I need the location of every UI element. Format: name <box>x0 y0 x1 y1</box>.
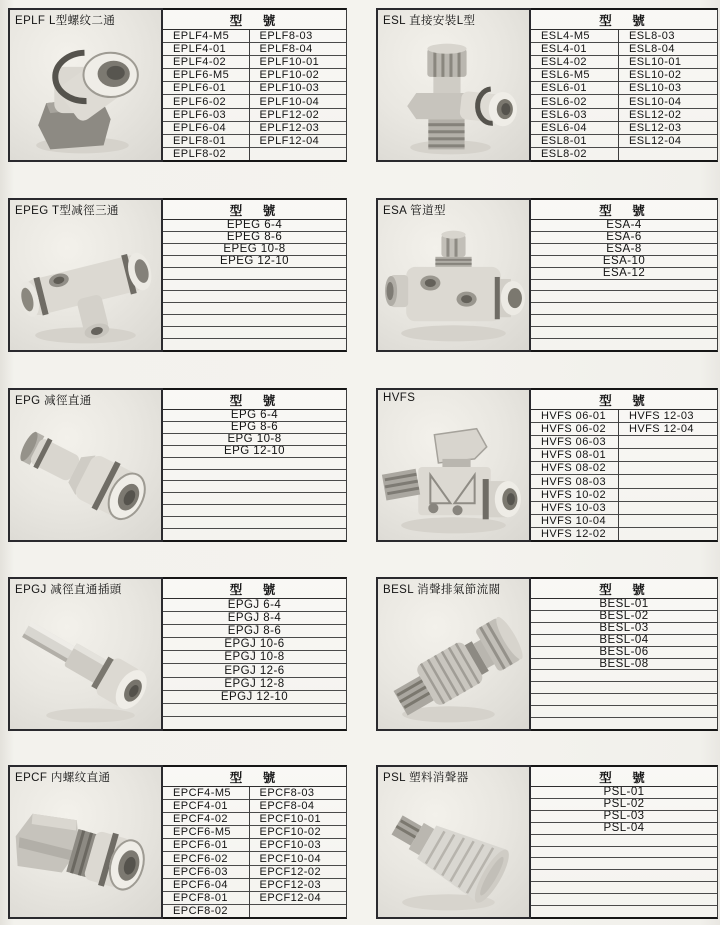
model-row: EPGJ 12-6 <box>163 664 346 677</box>
model-row: EPCF6-02 <box>163 852 249 865</box>
model-row <box>163 268 346 280</box>
model-row: EPG 8-6 <box>163 422 346 434</box>
model-no-header: 型 號 <box>531 579 717 599</box>
model-no-header: 型 號 <box>531 767 717 787</box>
model-row: BESL-02 <box>531 611 717 623</box>
model-table <box>531 765 718 919</box>
model-row: HVFS 08-03 <box>531 475 618 488</box>
model-row <box>163 704 346 717</box>
model-row <box>163 717 346 729</box>
model-row: EPLF10-03 <box>250 82 346 95</box>
model-row <box>619 449 717 462</box>
model-row: EPLF8-02 <box>173 147 227 160</box>
model-row: EPLF4-M5 <box>163 30 249 43</box>
model-table <box>163 8 347 162</box>
product-photo-box <box>376 577 531 731</box>
model-column-left <box>531 30 618 160</box>
model-row: BESL-04 <box>531 635 717 647</box>
model-row: PSL-01 <box>531 787 717 799</box>
model-column-left <box>163 30 249 160</box>
model-row: EPCF8-04 <box>250 800 346 813</box>
model-row: ESL6-01 <box>531 82 618 95</box>
model-row: ESL4-01 <box>531 43 618 56</box>
model-row: ESA-6 <box>531 232 717 244</box>
model-row: ESA-8 <box>531 244 717 256</box>
model-row: EPEG 12-10 <box>163 256 346 268</box>
product-title: EPLF L型螺纹二通 <box>15 15 116 27</box>
model-table <box>531 577 718 731</box>
product-title: PSL 塑料消聲器 <box>383 772 469 784</box>
section-besl <box>376 577 718 731</box>
model-row <box>531 682 717 694</box>
model-row: EPCF4-M5 <box>163 787 249 800</box>
section-epg <box>8 388 347 542</box>
section-epeg <box>8 198 347 352</box>
model-row: EPCF4-02 <box>163 813 249 826</box>
model-table <box>531 388 718 542</box>
product-photo-box <box>376 8 531 162</box>
model-row: ESL6-M5 <box>531 69 618 82</box>
section-esa <box>376 198 718 352</box>
section-psl <box>376 765 718 919</box>
model-row: EPCF10-01 <box>250 813 346 826</box>
model-table <box>531 198 718 352</box>
model-row <box>531 870 717 882</box>
model-row: EPCF6-04 <box>163 879 249 892</box>
model-row: BESL-01 <box>531 599 717 611</box>
model-row: HVFS 12-03 <box>619 410 717 423</box>
model-row: PSL-02 <box>531 799 717 811</box>
model-row: EPGJ 8-6 <box>163 625 346 638</box>
model-row: ESA-4 <box>531 220 717 232</box>
eplf-elbow-fitting-illustration <box>10 24 161 160</box>
model-row <box>163 315 346 327</box>
model-row: EPEG 10-8 <box>163 244 346 256</box>
model-row <box>531 670 717 682</box>
model-row: EPGJ 10-8 <box>163 651 346 664</box>
besl-muffler-valve-illustration <box>378 593 529 729</box>
model-row: EPLF8-04 <box>250 43 346 56</box>
model-row <box>531 894 717 906</box>
model-row: EPCF4-01 <box>163 800 249 813</box>
model-row: ESL10-02 <box>619 69 717 82</box>
model-row: ESL10-01 <box>619 56 717 69</box>
model-row: PSL-04 <box>531 823 717 835</box>
model-row: ESL8-04 <box>619 43 717 56</box>
model-row <box>531 706 717 718</box>
model-row: ESL12-03 <box>619 122 717 135</box>
model-row: HVFS 10-04 <box>531 515 618 528</box>
model-row <box>531 315 717 327</box>
model-row <box>531 694 717 706</box>
model-row <box>163 291 346 303</box>
esl-speed-controller-illustration <box>378 24 529 160</box>
product-photo-box <box>376 388 531 542</box>
model-row: ESL12-02 <box>619 109 717 122</box>
model-row: EPCF10-02 <box>250 826 346 839</box>
model-row <box>163 303 346 315</box>
product-photo-box <box>376 198 531 352</box>
model-row <box>163 470 346 482</box>
model-no-header: 型 號 <box>163 200 346 220</box>
model-row: ESL6-02 <box>531 95 618 108</box>
product-title: ESL 直接安裝L型 <box>383 15 476 27</box>
model-row <box>619 528 717 540</box>
model-row: HVFS 10-02 <box>531 489 618 502</box>
model-row <box>531 280 717 292</box>
hvfs-hand-valve-illustration <box>378 404 529 540</box>
product-photo-box <box>8 388 163 542</box>
model-row <box>619 148 717 160</box>
model-row <box>250 905 346 917</box>
model-row <box>619 489 717 502</box>
model-row: EPLF6-M5 <box>163 69 249 82</box>
section-hvfs <box>376 388 718 542</box>
model-no-header: 型 號 <box>531 10 717 30</box>
epcf-female-union-illustration <box>10 781 161 917</box>
model-row: EPCF6-03 <box>163 866 249 879</box>
model-row: HVFS 08-02 <box>531 462 618 475</box>
model-column <box>163 410 346 540</box>
product-title: EPCF 内螺纹直通 <box>15 772 111 784</box>
product-title: HVFS <box>383 392 416 404</box>
model-column-left <box>163 787 249 917</box>
esa-inline-valve-illustration <box>378 214 529 350</box>
model-row: EPGJ 6-4 <box>163 599 346 612</box>
model-table <box>163 198 347 352</box>
model-row: BESL-06 <box>531 647 717 659</box>
model-row: EPCF12-04 <box>250 892 346 905</box>
model-row <box>531 882 717 894</box>
model-row: ESL10-03 <box>619 82 717 95</box>
model-row: EPLF12-02 <box>250 109 346 122</box>
model-row: EPLF4-02 <box>163 56 249 69</box>
model-row: ESL12-04 <box>619 135 717 148</box>
model-row <box>619 475 717 488</box>
model-column <box>531 220 717 350</box>
model-row <box>163 505 346 517</box>
model-column-right <box>618 410 717 540</box>
model-row <box>531 303 717 315</box>
model-row: HVFS 08-01 <box>531 449 618 462</box>
model-row: EPLF6-02 <box>163 95 249 108</box>
model-row <box>619 436 717 449</box>
section-epgj <box>8 577 347 731</box>
model-row: EPGJ 8-4 <box>163 612 346 625</box>
model-row: ESL8-02 <box>541 147 587 160</box>
model-table <box>163 577 347 731</box>
model-column-right <box>249 787 346 917</box>
product-title: EPEG T型减徑三通 <box>15 205 119 217</box>
model-row <box>163 529 346 540</box>
model-row <box>163 280 346 292</box>
model-row: EPG 12-10 <box>163 446 346 458</box>
model-row: EPLF6-03 <box>163 109 249 122</box>
model-row: EPLF8-01 <box>163 135 249 148</box>
model-row: EPLF12-04 <box>250 135 346 148</box>
model-row <box>163 493 346 505</box>
epeg-tee-fitting-illustration <box>10 214 161 350</box>
model-row: ESL10-04 <box>619 95 717 108</box>
product-photo-box <box>8 765 163 919</box>
model-row <box>619 502 717 515</box>
model-row <box>531 906 717 917</box>
epgj-plug-reducer-illustration <box>10 593 161 729</box>
model-row <box>531 339 717 350</box>
model-row: EPGJ 12-8 <box>163 678 346 691</box>
model-row: ESL8-03 <box>619 30 717 43</box>
model-row <box>531 291 717 303</box>
model-no-header: 型 號 <box>531 390 717 410</box>
model-column <box>531 787 717 917</box>
section-eplf <box>8 8 347 162</box>
model-row: EPLF6-01 <box>163 82 249 95</box>
model-table <box>531 8 718 162</box>
product-photo-box <box>8 577 163 731</box>
model-row: HVFS 06-02 <box>531 423 618 436</box>
model-row: EPG 6-4 <box>163 410 346 422</box>
model-row: EPCF8-01 <box>163 892 249 905</box>
model-row: PSL-03 <box>531 811 717 823</box>
section-epcf <box>8 765 347 919</box>
model-no-header: 型 號 <box>163 579 346 599</box>
model-row <box>531 835 717 847</box>
product-title: ESA 管道型 <box>383 205 446 217</box>
model-row: ESA-12 <box>531 268 717 280</box>
psl-plastic-muffler-illustration <box>378 781 529 917</box>
model-row <box>531 327 717 339</box>
model-row: EPGJ 12-10 <box>163 691 346 704</box>
model-row <box>531 847 717 859</box>
epg-reducer-union-illustration <box>10 404 161 540</box>
model-row: EPCF10-03 <box>250 839 346 852</box>
model-row: EPCF6-M5 <box>163 826 249 839</box>
model-row <box>163 327 346 339</box>
model-column <box>531 599 717 729</box>
model-row: ESL4-02 <box>531 56 618 69</box>
product-photo-box <box>8 198 163 352</box>
model-row: EPGJ 10-6 <box>163 638 346 651</box>
model-row: EPEG 8-6 <box>163 232 346 244</box>
model-row: HVFS 12-04 <box>619 423 717 436</box>
product-title: EPGJ 减徑直通插頭 <box>15 584 122 596</box>
model-row: EPCF12-03 <box>250 879 346 892</box>
model-row: HVFS 06-03 <box>531 436 618 449</box>
model-row <box>163 517 346 529</box>
model-row <box>250 148 346 160</box>
model-row: EPCF6-01 <box>163 839 249 852</box>
model-row <box>531 858 717 870</box>
model-row: HVFS 06-01 <box>531 410 618 423</box>
model-row: EPCF10-04 <box>250 852 346 865</box>
model-row <box>163 481 346 493</box>
product-title: EPG 减徑直通 <box>15 395 92 407</box>
model-column <box>163 220 346 350</box>
product-photo-box <box>8 8 163 162</box>
model-row: ESL6-03 <box>531 109 618 122</box>
model-row: ESL6-04 <box>531 122 618 135</box>
model-row: BESL-08 <box>531 659 717 671</box>
product-title: BESL 消聲排氣節流閥 <box>383 584 501 596</box>
model-row: ESA-10 <box>531 256 717 268</box>
model-row: EPLF12-03 <box>250 122 346 135</box>
model-row: EPCF8-03 <box>250 787 346 800</box>
model-row <box>163 458 346 470</box>
model-row: HVFS 12-02 <box>541 527 607 540</box>
model-no-header: 型 號 <box>163 390 346 410</box>
model-no-header: 型 號 <box>163 767 346 787</box>
model-column <box>163 599 346 729</box>
model-column-right <box>249 30 346 160</box>
model-row: ESL4-M5 <box>531 30 618 43</box>
model-table <box>163 388 347 542</box>
model-row: EPG 10-8 <box>163 434 346 446</box>
model-row: BESL-03 <box>531 623 717 635</box>
model-row: EPLF10-01 <box>250 56 346 69</box>
model-row <box>531 718 717 729</box>
model-row: HVFS 10-03 <box>531 502 618 515</box>
model-column-right <box>618 30 717 160</box>
model-row: EPLF4-01 <box>163 43 249 56</box>
model-row: ESL8-01 <box>531 135 618 148</box>
model-no-header: 型 號 <box>531 200 717 220</box>
model-row: EPEG 6-4 <box>163 220 346 232</box>
model-row: EPLF10-04 <box>250 95 346 108</box>
model-row: EPLF6-04 <box>163 122 249 135</box>
model-no-header: 型 號 <box>163 10 346 30</box>
model-row <box>619 462 717 475</box>
section-esl <box>376 8 718 162</box>
model-table <box>163 765 347 919</box>
model-row: EPCF12-02 <box>250 866 346 879</box>
model-row: EPCF8-02 <box>173 904 228 917</box>
model-column-left <box>531 410 618 540</box>
model-row <box>163 339 346 350</box>
model-row: EPLF10-02 <box>250 69 346 82</box>
model-row <box>619 515 717 528</box>
product-photo-box <box>376 765 531 919</box>
model-row: EPLF8-03 <box>250 30 346 43</box>
